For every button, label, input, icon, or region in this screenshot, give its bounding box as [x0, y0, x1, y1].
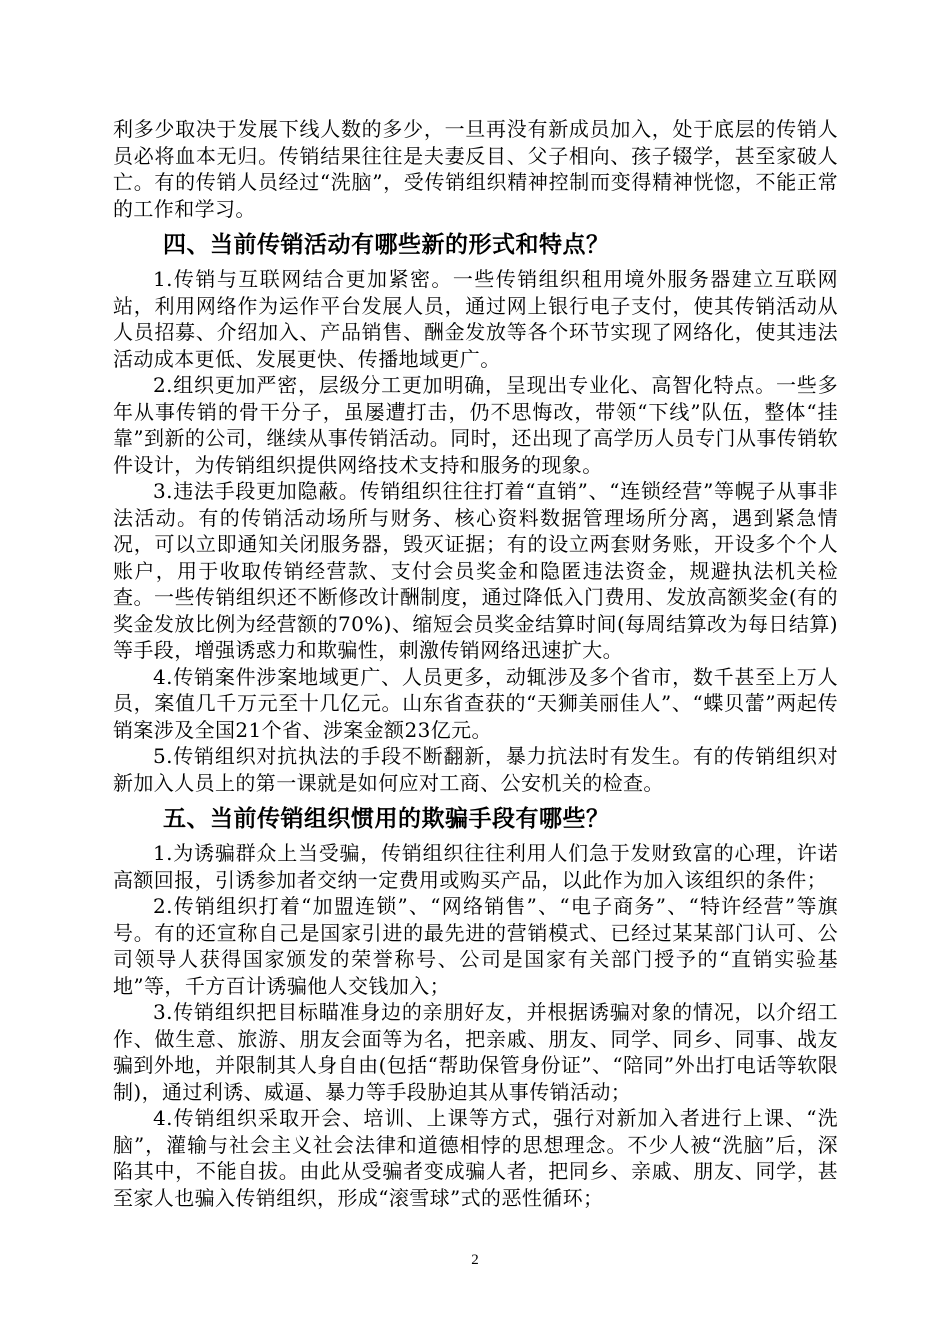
section-4-paragraph-5: 5.传销组织对抗执法的手段不断翻新，暴力抗法时有发生。有的传销组织对新加入人员上的第一课就是如何应对工商、公安机关的检查。 [113, 744, 838, 795]
section-4-paragraph-1: 1.传销与互联网结合更加紧密。一些传销组织租用境外服务器建立互联网站，利用网络作为运作平台发展人员，通过网上银行电子支付，使其传销活动从人员招募、介绍加入、产品销售、酬金发放等各个环节实现了网络化，使其违法活动成本更低、发展更快、传播地域更广。 [113, 267, 838, 371]
section-4-paragraph-4: 4.传销案件涉案地域更广、人员更多，动辄涉及多个省市，数千甚至上万人员，案值几千万元至十几亿元。山东省查获的“天狮美丽佳人”、“蝶贝蕾”两起传销案涉及全国21个省、涉案金额23亿元。 [113, 664, 838, 742]
section-5-paragraph-1: 1.为诱骗群众上当受骗，传销组织往往利用人们急于发财致富的心理，许诺高额回报，引诱参加者交纳一定费用或购买产品，以此作为加入该组织的条件； [113, 841, 838, 892]
section-4-paragraph-3: 3.违法手段更加隐蔽。传销组织往往打着“直销”、“连锁经营”等幌子从事非法活动。有的传销活动场所与财务、核心资料数据管理场所分离，遇到紧急情况，可以立即通知关闭服务器，毁灭证据；有的设立两套财务账，开设多个个人账户，用于收取传销经营款、支付会员奖金和隐匿违法资金，规避执法机关检查。一些传销组织还不断修改计酬制度，通过降低入门费用、发放高额奖金(有的奖金发放比例为经营额的70%)、缩短会员奖金结算时间(每周结算改为每日结算)等手段，增强诱惑力和欺骗性，刺激传销网络迅速扩大。 [113, 479, 838, 662]
section-5-paragraph-2: 2.传销组织打着“加盟连锁”、“网络销售”、“电子商务”、“特许经营”等旗号。有的还宣称自己是国家引进的最先进的营销模式、已经过某某部门认可、公司领导人获得国家颁发的荣誉称号、公司是国家有关部门授予的“直销实验基地”等，千方百计诱骗他人交钱加入； [113, 894, 838, 998]
section-4-heading: 四、当前传销活动有哪些新的形式和特点？ [163, 232, 610, 258]
document-body [113, 116, 838, 1211]
section-5-paragraph-4: 4.传销组织采取开会、培训、上课等方式，强行对新加入者进行上课、“洗脑”，灌输与社会主义社会法律和道德相悖的思想理念。不少人被“洗脑”后，深陷其中，不能自拔。由此从受骗者变成骗人者，把同乡、亲戚、朋友、同学，甚至家人也骗入传销组织，形成“滚雪球”式的恶性循环； [113, 1106, 838, 1210]
section-5-paragraph-3: 3.传销组织把目标瞄准身边的亲朋好友，并根据诱骗对象的情况，以介绍工作、做生意、旅游、朋友会面等为名，把亲戚、朋友、同学、同乡、同事、战友骗到外地，并限制其人身自由(包括“帮助保管身份证”、“陪同”外出打电话等软限制)，通过利诱、威逼、暴力等手段胁迫其从事传销活动； [113, 1000, 838, 1104]
section-4-paragraph-2: 2.组织更加严密，层级分工更加明确，呈现出专业化、高智化特点。一些多年从事传销的骨干分子，虽屡遭打击，仍不思悔改，带领“下线”队伍，整体“挂靠”到新的公司，继续从事传销活动。同时，还出现了高学历人员专门从事传销软件设计，为传销组织提供网络技术支持和服务的现象。 [113, 373, 838, 477]
intro-paragraph: 利多少取决于发展下线人数的多少，一旦再没有新成员加入，处于底层的传销人员必将血本无归。传销结果往往是夫妻反目、父子相向、孩子辍学，甚至家破人亡。有的传销人员经过“洗脑”，受传销组织精神控制而变得精神恍惚，不能正常的工作和学习。 [113, 117, 838, 221]
section-5-heading: 五、当前传销组织惯用的欺骗手段有哪些？ [163, 806, 610, 832]
page-number: 2 [471, 1252, 479, 1268]
